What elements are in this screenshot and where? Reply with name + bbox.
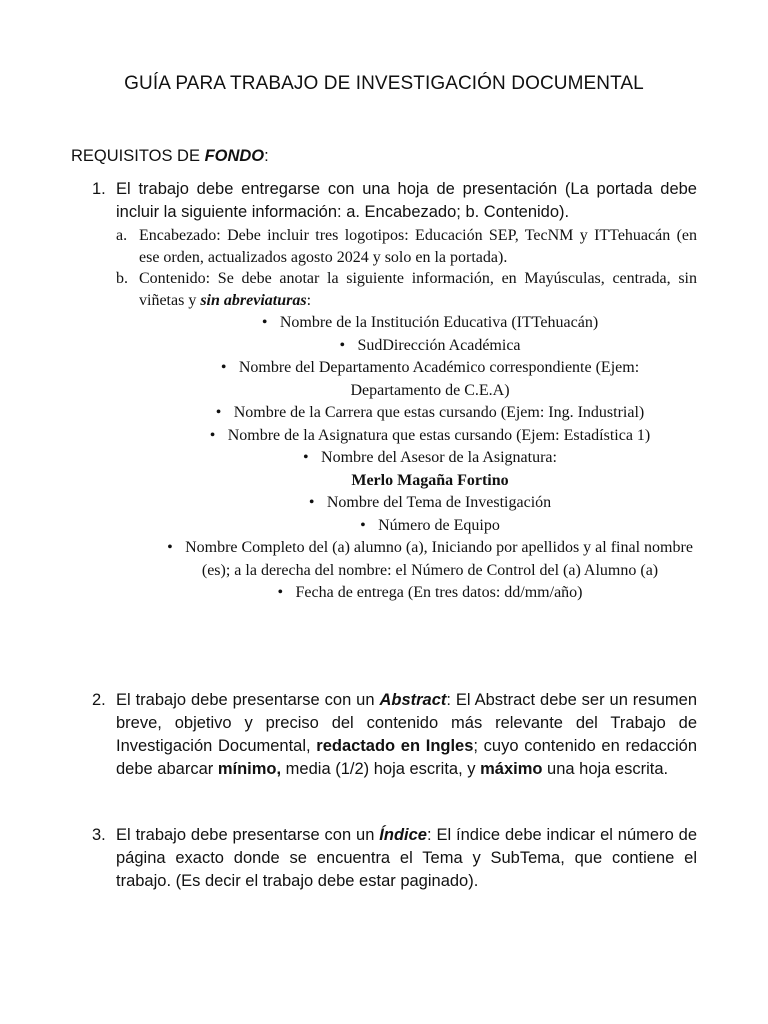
sub-letter: b.: [116, 270, 128, 287]
bullet-icon: •: [339, 336, 346, 354]
sub-item-suffix: :: [306, 292, 312, 309]
bullet-text: Nombre de la Asignatura que estas cursando (Ejem: Estadística 1): [227, 426, 651, 444]
list-item-1: [92, 178, 697, 224]
bullet-text: Nombre del Departamento Académico correspondiente (Ejem: Departamento de C.E.A): [238, 359, 640, 399]
bullet-icon: •: [261, 314, 268, 331]
bullet-icon: •: [277, 584, 284, 601]
list-item-text: El trabajo debe entregarse con una hoja de presentación (La portada debe incluir la siguiente información: a. Encabezado; b. Contenido).: [116, 180, 697, 221]
bullet-item: [140, 402, 720, 425]
bullet-icon: •: [308, 494, 315, 511]
requirements-emphasis: FONDO: [204, 147, 265, 165]
abstract-emphasis: Abstract: [379, 691, 447, 709]
text-part: El trabajo debe presentarse con un: [116, 691, 380, 709]
bold-text: redactado en Ingles: [316, 737, 474, 755]
bullet-item: [140, 335, 720, 358]
bullet-item: [140, 515, 720, 538]
sub-item-a: [116, 225, 697, 269]
list-item-2: [92, 689, 697, 781]
text-part: ; cuyo contenido en redacción debe abarcar: [116, 737, 697, 778]
list-number: 1.: [92, 180, 106, 198]
bullet-icon: •: [209, 426, 216, 444]
sub-item-text: Encabezado: Debe incluir tres logotipos: Educación SEP, TecNM y ITTehuacán (en ese orden, actualizados agosto 2024 y solo en la portada).: [139, 227, 697, 266]
list-item-3: [92, 824, 697, 893]
bullet-text: SudDirección Académica: [357, 336, 521, 354]
text-part: una hoja escrita.: [542, 760, 669, 778]
bullet-text: Nombre del Tema de Investigación: [326, 494, 552, 511]
sub-item-emphasis: sin abreviaturas: [200, 292, 307, 309]
list-item-text: [116, 824, 697, 893]
text-part: media (1/2) hoja escrita, y: [281, 760, 481, 778]
bullet-item: [140, 312, 720, 335]
bullet-icon: •: [167, 539, 173, 556]
bullet-icon: •: [360, 516, 366, 534]
requirements-heading: [71, 147, 269, 166]
bullet-item: [140, 425, 720, 448]
advisor-name: Merlo Magaña Fortino: [351, 471, 509, 489]
list-number: 2.: [92, 691, 106, 709]
requirements-prefix: REQUISITOS DE: [71, 147, 205, 165]
sub-item-text-part: Contenido: Se debe anotar la siguiente información, en Mayúsculas, centrada, sin viñetas y: [139, 270, 697, 309]
requirements-suffix: :: [264, 147, 269, 165]
sub-letter: a.: [116, 227, 128, 244]
bullet-icon: •: [215, 404, 222, 421]
bold-text: máximo: [480, 760, 543, 778]
list-number: 3.: [92, 826, 106, 844]
text-part: El trabajo debe presentarse con un: [116, 826, 380, 844]
bullet-text: Nombre de la Carrera que estas cursando (Ejem: Ing. Industrial): [233, 404, 645, 421]
bullet-text: Nombre Completo del (a) alumno (a), Iniciando por apellidos y al final nombre (es); a la derecha del nombre: el Número de Control del (a) Alumno (a): [185, 539, 693, 579]
text-part: : El índice debe indicar el número de página exacto donde se encuentra el Tema y SubTema, que contiene el trabajo. (Es decir el trabajo debe estar paginado).: [116, 826, 697, 890]
bullet-text: Nombre de la Institución Educativa (ITTehuacán): [279, 314, 599, 331]
cover-content-list: [140, 312, 720, 605]
bullet-item: [140, 492, 720, 515]
bullet-icon: •: [303, 449, 309, 466]
bullet-item: [140, 537, 720, 582]
bullet-item: [140, 357, 720, 402]
bullet-text: Nombre del Asesor de la Asignatura:: [321, 449, 557, 466]
bullet-item: [140, 447, 720, 470]
sub-item-b: [116, 268, 697, 312]
text-part: : El Abstract debe ser un resumen breve, objetivo y preciso del contenido más relevante del Trabajo de Investigación Documental,: [116, 691, 697, 755]
bold-text: mínimo,: [217, 760, 282, 778]
bullet-item: [140, 582, 720, 605]
bullet-text: Fecha de entrega (En tres datos: dd/mm/año): [295, 584, 583, 601]
page-title: GUÍA PARA TRABAJO DE INVESTIGACIÓN DOCUMENTAL: [124, 73, 644, 94]
bullet-icon: •: [220, 359, 227, 376]
index-emphasis: Índice: [379, 826, 427, 844]
sub-item-text: [139, 268, 697, 312]
bullet-text: Número de Equipo: [378, 516, 500, 534]
list-item-text: [116, 689, 697, 781]
